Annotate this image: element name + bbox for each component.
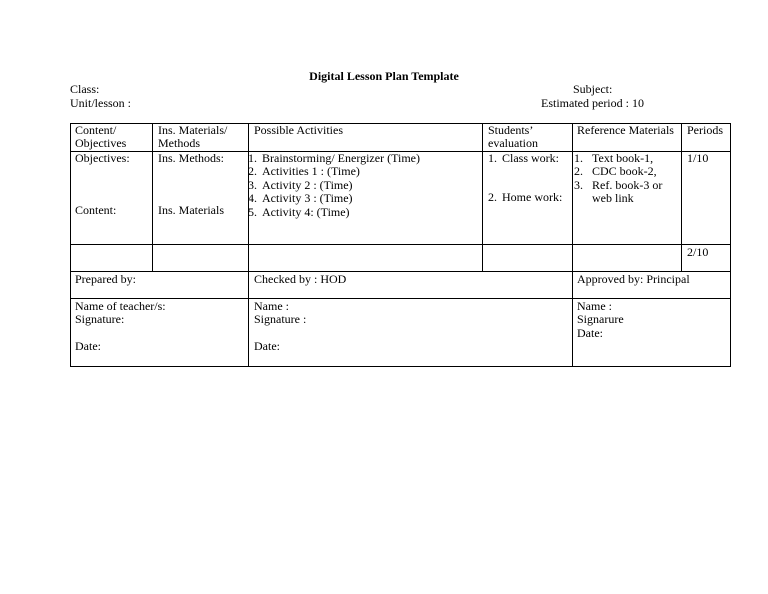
- estimated-period-label: Estimated period : 10: [541, 96, 644, 110]
- list-item: 3. Activity 2 : (Time): [248, 177, 353, 192]
- class-label: Class:: [70, 82, 100, 96]
- list-item: 3. Ref. book-3 or: [574, 177, 663, 192]
- col-divider-reference: [572, 123, 573, 367]
- principal-signature-label: Signarure: [577, 312, 624, 327]
- header-content: Content/ Objectives: [75, 123, 127, 151]
- col-divider-periods: [681, 123, 682, 272]
- page-title: Digital Lesson Plan Template: [309, 69, 459, 83]
- subject-label: Subject:: [573, 82, 613, 96]
- table-border-bottom: [70, 366, 731, 367]
- activities-list: [248, 152, 420, 219]
- checked-by-label: Checked by : HOD: [254, 272, 347, 286]
- list-item: 2. Activities 1 : (Time): [248, 164, 360, 179]
- header-periods: Periods: [687, 123, 723, 137]
- teacher-signoff: [75, 300, 166, 354]
- hod-name-label: Name :: [254, 299, 289, 313]
- table-row1-divider: [70, 244, 731, 245]
- list-item: 1. Brainstorming/ Energizer (Time): [248, 151, 420, 165]
- hod-signature-label: Signature :: [254, 312, 307, 327]
- header-activities: Possible Activities: [254, 123, 344, 137]
- prepared-by-label: Prepared by:: [75, 272, 136, 286]
- period-1: 1/10: [687, 151, 709, 165]
- principal-name-label: Name :: [577, 299, 612, 313]
- evaluation-homework: 2. Home work:: [488, 190, 563, 204]
- objectives-label: Objectives:: [75, 151, 130, 165]
- list-item: 2. CDC book-2,: [574, 164, 657, 179]
- content-label: Content:: [75, 203, 117, 217]
- table-footer-divider: [70, 298, 731, 299]
- unit-lesson-label: Unit/lesson :: [70, 96, 132, 110]
- principal-date-label: Date:: [577, 325, 603, 340]
- ins-materials-label: Ins. Materials: [158, 203, 224, 217]
- period-2: 2/10: [687, 245, 709, 259]
- hod-date-label: Date:: [254, 339, 280, 354]
- col-divider-evaluation: [482, 123, 483, 272]
- list-item: 5. Activity 4: (Time): [248, 204, 350, 219]
- ins-methods-label: Ins. Methods:: [158, 151, 224, 165]
- reference-list: [574, 152, 662, 206]
- teacher-signature-label: Signature:: [75, 312, 125, 327]
- list-item: 1. Text book-1,: [574, 151, 654, 165]
- approved-by-label: Approved by: Principal: [577, 272, 690, 286]
- header-materials: Ins. Materials/ Methods: [158, 123, 228, 151]
- header-evaluation: Students’ evaluation: [488, 123, 538, 151]
- table-border-right: [730, 123, 731, 367]
- hod-signoff: [254, 300, 306, 354]
- principal-signoff: [577, 300, 624, 340]
- teacher-name-label: Name of teacher/s:: [75, 299, 166, 313]
- teacher-date-label: Date:: [75, 339, 101, 354]
- evaluation-classwork: 1. Class work:: [488, 151, 559, 165]
- header-reference: Reference Materials: [577, 123, 674, 137]
- list-item: web link: [592, 191, 634, 206]
- col-divider-materials: [152, 123, 153, 272]
- table-border-left: [70, 123, 71, 367]
- list-item: 4. Activity 3 : (Time): [248, 191, 353, 206]
